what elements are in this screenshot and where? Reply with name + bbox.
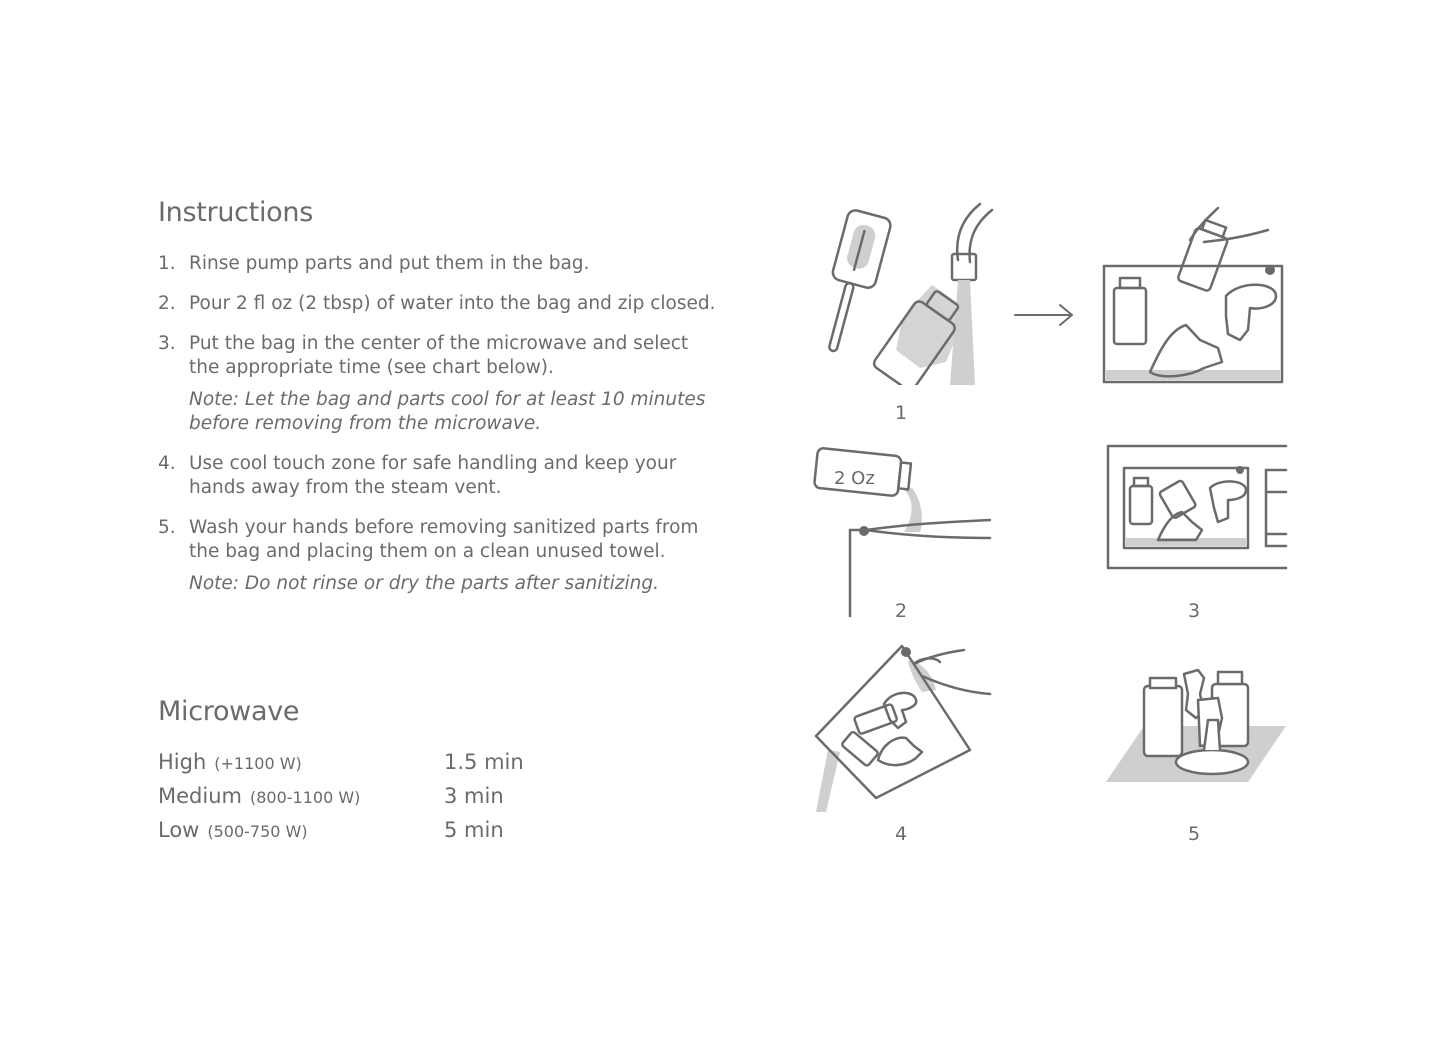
step-text: Wash your hands before removing sanitized parts from the bag and placing them on a clean unused towel. <box>189 517 699 562</box>
instructions-title: Instructions <box>158 197 313 228</box>
step-text: Put the bag in the center of the microwave and select the appropriate time (see chart below). <box>189 333 689 378</box>
step-5 <box>158 516 718 596</box>
step-illustration-label: 3 <box>1188 600 1201 622</box>
cool-touch-illustration <box>810 640 1000 820</box>
arrow-right-icon <box>1012 302 1076 328</box>
step-2 <box>158 292 718 316</box>
sanitize-time: 3 min <box>444 784 504 808</box>
power-level: High <box>158 750 207 774</box>
step-text: Pour 2 fl oz (2 tbsp) of water into the bag and zip closed. <box>189 293 716 314</box>
rinse-illustration <box>810 200 1000 385</box>
step-text: Rinse pump parts and put them in the bag. <box>189 253 590 274</box>
step-number: 2. <box>158 293 176 314</box>
cup-label: 2 Oz <box>834 468 875 489</box>
microwave-title: Microwave <box>158 696 300 727</box>
pour-water-illustration <box>808 440 998 620</box>
step-1 <box>158 252 718 276</box>
step-number: 1. <box>158 253 176 274</box>
step-number: 3. <box>158 333 176 354</box>
microwave-row-high <box>158 748 524 778</box>
power-level: Low <box>158 818 200 842</box>
step-number: 4. <box>158 453 176 474</box>
power-watts: (+1100 W) <box>214 754 302 773</box>
step-3 <box>158 332 718 436</box>
step-illustration-label: 5 <box>1188 823 1201 845</box>
power-level: Medium <box>158 784 242 808</box>
step-4 <box>158 452 718 500</box>
microwave-row-low <box>158 816 504 846</box>
step-note: Note: Do not rinse or dry the parts after sanitizing. <box>189 573 659 594</box>
power-watts: (500-750 W) <box>207 822 308 841</box>
step-illustration-label: 2 <box>895 600 908 622</box>
step-number: 5. <box>158 517 176 538</box>
step-text: Use cool touch zone for safe handling and keep your hands away from the steam vent. <box>189 453 677 498</box>
instruction-steps <box>158 252 718 612</box>
step-illustration-label: 1 <box>895 402 908 424</box>
step-note: Note: Let the bag and parts cool for at least 10 minutes before removing from the microwave. <box>189 389 706 434</box>
drying-towel-illustration <box>1100 660 1290 790</box>
sanitize-time: 5 min <box>444 818 504 842</box>
bag-with-parts-illustration <box>1100 200 1290 386</box>
sanitize-time: 1.5 min <box>444 750 524 774</box>
microwave-row-medium <box>158 782 504 812</box>
step-illustration-label: 4 <box>895 823 908 845</box>
power-watts: (800-1100 W) <box>249 788 361 807</box>
microwave-illustration <box>1100 440 1290 575</box>
